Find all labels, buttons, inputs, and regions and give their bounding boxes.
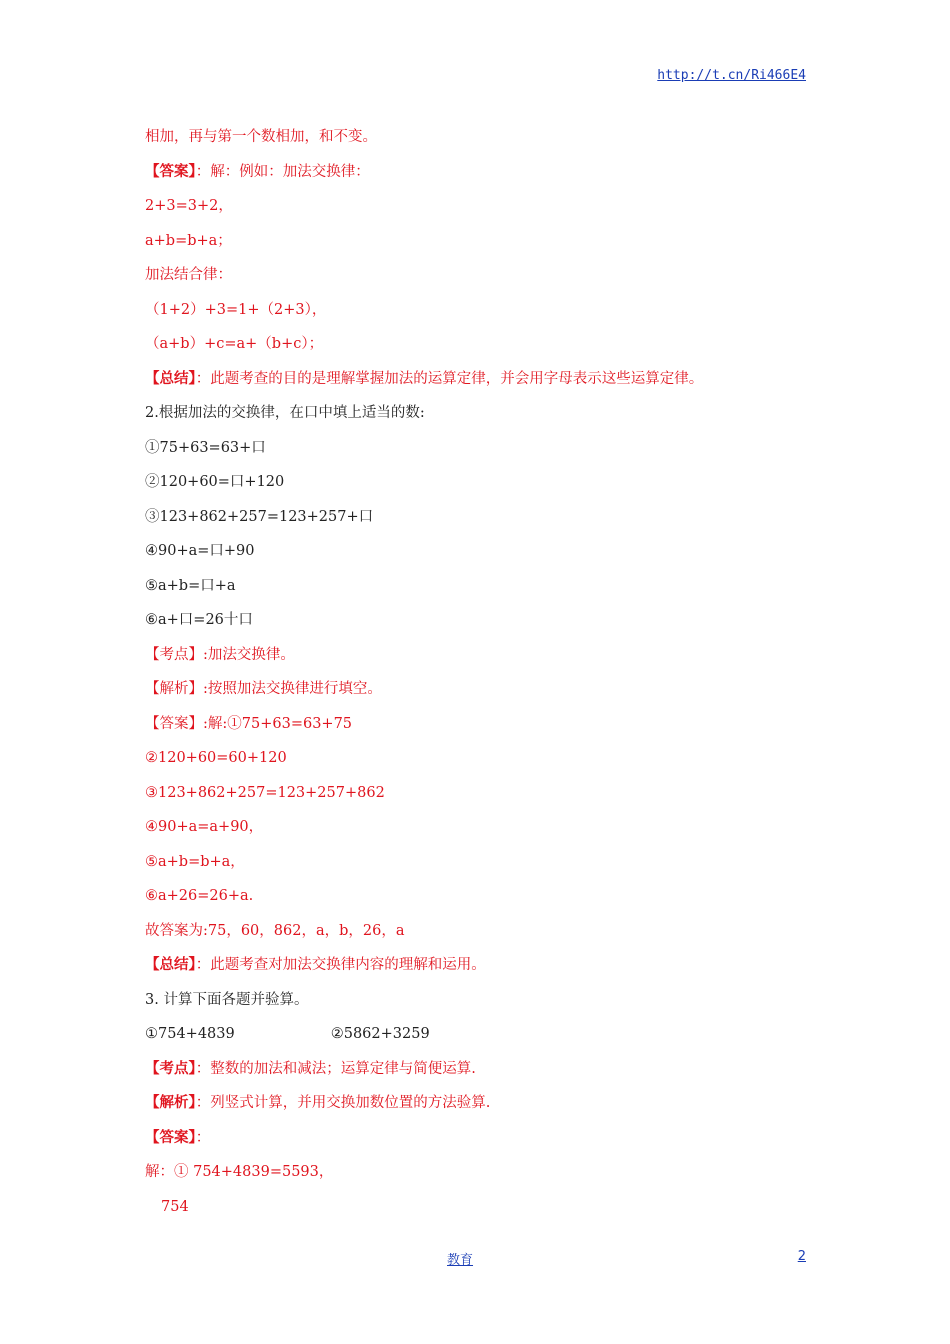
section-tag: 【考点】 <box>145 1059 196 1077</box>
summary-line <box>145 954 825 989</box>
analysis-line <box>145 1092 825 1127</box>
question-item: ⑥a+口=26十口 <box>145 612 253 628</box>
header-link[interactable]: http://t.cn/Ri466E4 <box>657 68 806 83</box>
page-number: 2 <box>797 1249 806 1264</box>
answer-line <box>145 161 825 196</box>
text-line: （1+2）+3=1+（2+3）， <box>145 301 327 318</box>
text-line: ③123+862+257=123+257+862 <box>145 784 385 801</box>
text-line: ⑤a+b=b+a， <box>145 853 245 870</box>
section-tag: 【答案】 <box>145 715 203 732</box>
point-line <box>145 644 825 679</box>
text-line: 故答案为:75，60，862，a，b，26，a <box>145 922 405 939</box>
text-line: ⑥a+26=26+a. <box>145 888 254 904</box>
question-item <box>145 1023 825 1058</box>
vertical-calc-line: 754 <box>161 1198 189 1215</box>
section-tag: 【解析】 <box>145 681 203 697</box>
text-line: 加法结合律： <box>145 267 232 283</box>
section-tag: 【总结】 <box>145 956 196 973</box>
section-tag: 【答案】 <box>145 162 196 180</box>
analysis-line <box>145 678 825 713</box>
question-item: ⑤a+b=口+a <box>145 577 236 594</box>
section-text: ：此题考查对加法交换律内容的理解和运用。 <box>195 957 486 973</box>
section-tag: 【总结】 <box>145 369 196 387</box>
answer-line <box>145 1127 825 1162</box>
text-line: a+b=b+a； <box>145 232 232 249</box>
text-line: 解：① 754+4839=5593， <box>145 1164 334 1180</box>
section-text: :按照加法交换律进行填空。 <box>203 681 382 697</box>
section-text: ：列竖式计算，并用交换加数位置的方法验算. <box>195 1095 491 1111</box>
text-line: ②120+60=60+120 <box>145 750 287 766</box>
question-item: ①75+63=63+口 <box>145 439 266 456</box>
summary-line <box>145 368 825 403</box>
text-line: ④90+a=a+90， <box>145 819 264 835</box>
question-item: ②120+60=口+120 <box>145 474 285 490</box>
document-body <box>145 126 825 1230</box>
question-item: ④90+a=口+90 <box>145 543 255 559</box>
question-title: 3. 计算下面各题并验算。 <box>145 991 309 1008</box>
point-line <box>145 1058 825 1093</box>
answer-line <box>145 713 825 748</box>
question-part-b: ②5862+3259 <box>330 1026 430 1042</box>
question-title: 2.根据加法的交换律，在口中填上适当的数: <box>145 405 425 421</box>
text-line: 2+3=3+2， <box>145 198 233 214</box>
section-tag: 【解析】 <box>145 1094 196 1111</box>
section-text: ：解：例如：加法交换律： <box>195 163 370 180</box>
section-text: ： <box>195 1129 211 1146</box>
section-text: ：此题考查的目的是理解掌握加法的运算定律，并会用字母表示这些运算定律。 <box>195 370 704 387</box>
footer-link[interactable]: 教育 <box>447 1253 474 1268</box>
question-part-a: ①754+4839 <box>145 1026 235 1042</box>
text-line: （a+b）+c=a+（b+c）； <box>145 336 324 352</box>
section-tag: 【考点】 <box>145 646 203 663</box>
section-text: :加法交换律。 <box>203 646 295 663</box>
section-text: ：整数的加法和减法；运算定律与简便运算. <box>195 1060 476 1077</box>
section-text: :解:①75+63=63+75 <box>203 715 353 732</box>
text-line: 相加，再与第一个数相加，和不变。 <box>145 129 377 145</box>
section-tag: 【答案】 <box>145 1128 196 1146</box>
question-item: ③123+862+257=123+257+口 <box>145 508 374 525</box>
